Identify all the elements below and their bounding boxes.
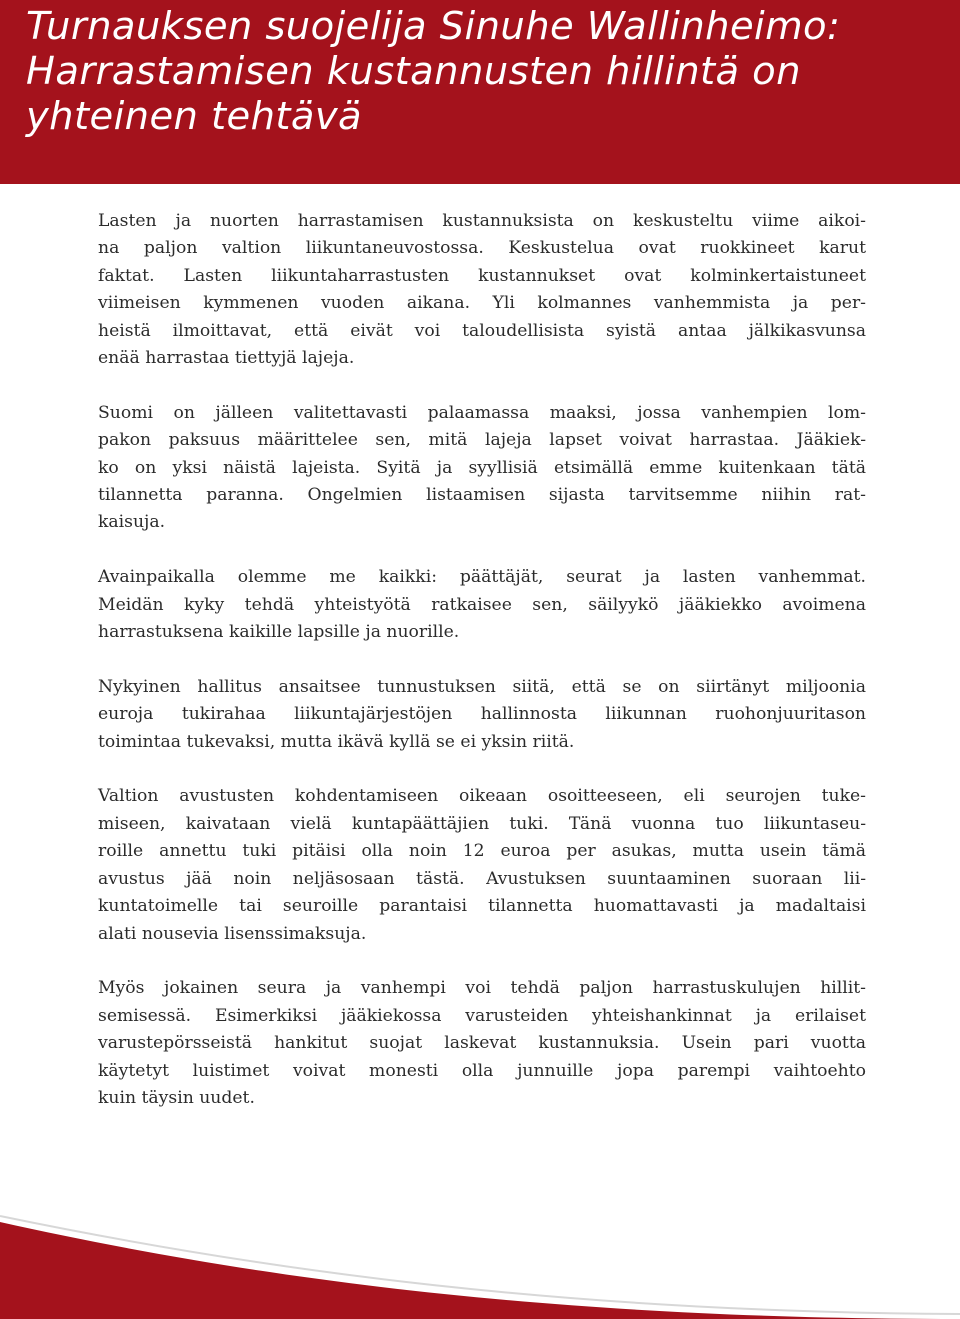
paragraph-6 xyxy=(98,975,866,1112)
text-line: Meidän kyky tehdä yhteistyötä ratkaisee sen, säilyykö jääkiekko avoimena xyxy=(98,594,866,615)
text-line: euroja tukirahaa liikuntajärjestöjen hallinnosta liikunnan ruohonjuuritason xyxy=(98,704,866,725)
paragraph-5 xyxy=(98,783,866,947)
text-line: faktat. Lasten liikuntaharrastusten kustannukset ovat kolminkertaistuneet xyxy=(98,265,866,286)
paragraph-2 xyxy=(98,400,866,537)
article-body xyxy=(98,208,866,1140)
text-line: Nykyinen hallitus ansaitsee tunnustuksen siitä, että se on siirtänyt miljoonia xyxy=(98,676,866,697)
text-line: alati nousevia lisenssimaksuja. xyxy=(98,923,367,944)
text-line: harrastuksena kaikille lapsille ja nuorille. xyxy=(98,622,460,643)
text-line: varustepörsseistä hankitut suojat laskevat kustannuksia. Usein pari vuotta xyxy=(98,1033,866,1054)
text-line: Myös jokainen seura ja vanhempi voi tehdä paljon harrastuskulujen hillit- xyxy=(98,978,866,999)
footer-wave-shape xyxy=(0,1222,960,1319)
text-line: Avainpaikalla olemme me kaikki: päättäjät, seurat ja lasten vanhemmat. xyxy=(98,567,866,588)
title-banner xyxy=(0,0,960,184)
text-line: roille annettu tuki pitäisi olla noin 12 euroa per asukas, mutta usein tämä xyxy=(98,841,866,862)
title-line-1: Turnauksen suojelija Sinuhe Wallinheimo: xyxy=(26,4,841,49)
text-line: Valtion avustusten kohdentamiseen oikeaan osoitteeseen, eli seurojen tuke- xyxy=(98,786,866,807)
text-line: avustus jää noin neljäsosaan tästä. Avustuksen suuntaaminen suoraan lii- xyxy=(98,868,866,889)
text-line: ko on yksi näistä lajeista. Syitä ja syyllisiä etsimällä emme kuitenkaan tätä xyxy=(98,457,866,478)
text-line: käytetyt luistimet voivat monesti olla junnuille jopa parempi vaihtoehto xyxy=(98,1060,866,1081)
footer-wave-decoration xyxy=(0,1200,960,1319)
text-line: tilannetta paranna. Ongelmien listaamisen sijasta tarvitsemme niihin rat- xyxy=(98,485,866,506)
title-line-2: Harrastamisen kustannusten hillintä on xyxy=(26,49,801,94)
page-title xyxy=(26,4,946,139)
text-line: pakon paksuus määrittelee sen, mitä lajeja lapset voivat harrastaa. Jääkiek- xyxy=(98,430,866,451)
title-line-3: yhteinen tehtävä xyxy=(26,94,363,139)
text-line: viimeisen kymmenen vuoden aikana. Yli kolmannes vanhemmista ja per- xyxy=(98,293,866,314)
text-line: kuntatoimelle tai seuroille parantaisi tilannetta huomattavasti ja madaltaisi xyxy=(98,896,866,917)
text-line: toimintaa tukevaksi, mutta ikävä kyllä se ei yksin riitä. xyxy=(98,731,575,752)
paragraph-4 xyxy=(98,674,866,756)
text-line: heistä ilmoittavat, että eivät voi taloudellisista syistä antaa jälkikasvunsa xyxy=(98,320,866,341)
paragraph-1 xyxy=(98,208,866,372)
text-line: kaisuja. xyxy=(98,512,166,533)
text-line: enää harrastaa tiettyjä lajeja. xyxy=(98,348,355,369)
text-line: Suomi on jälleen valitettavasti palaamassa maaksi, jossa vanhempien lom- xyxy=(98,402,866,423)
text-line: semisessä. Esimerkiksi jääkiekossa varusteiden yhteishankinnat ja erilaiset xyxy=(98,1005,866,1026)
text-line: kuin täysin uudet. xyxy=(98,1087,255,1108)
text-line: miseen, kaivataan vielä kuntapäättäjien tuki. Tänä vuonna tuo liikuntaseu- xyxy=(98,813,866,834)
text-line: na paljon valtion liikuntaneuvostossa. Keskustelua ovat ruokkineet karut xyxy=(98,238,866,259)
paragraph-3 xyxy=(98,564,866,646)
text-line: Lasten ja nuorten harrastamisen kustannuksista on keskusteltu viime aikoi- xyxy=(98,211,866,231)
